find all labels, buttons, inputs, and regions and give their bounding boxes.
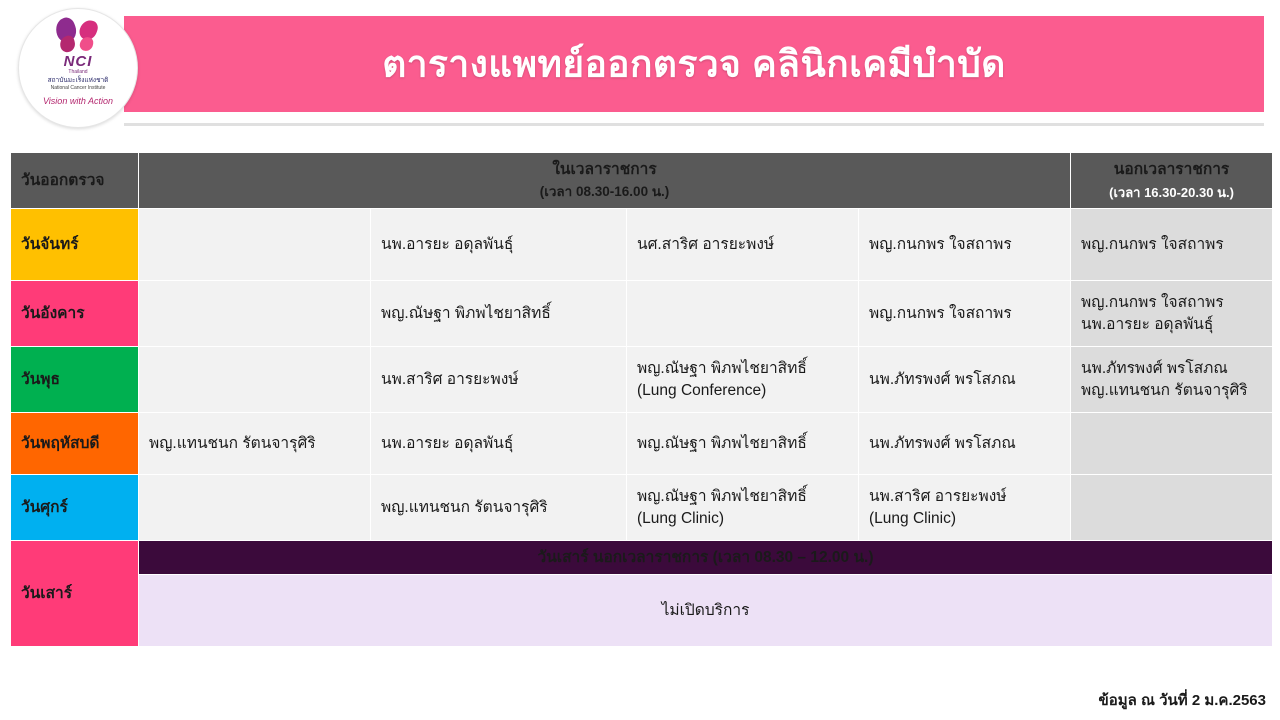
cell-tuesday-col5-line2: นพ.อารยะ อดุลพันธุ์ — [1081, 315, 1214, 333]
header-in-hours — [139, 153, 1071, 209]
logo-english-name: National Cancer Institute — [50, 85, 106, 92]
table-row — [11, 475, 1273, 541]
cell-tuesday-col5-line1: พญ.กนกพร ใจสถาพร — [1081, 294, 1224, 312]
cell-monday-col5 — [1071, 209, 1273, 281]
logo-tagline: Vision with Action — [42, 96, 114, 107]
logo-acronym-sub: Thailand — [68, 69, 88, 75]
cell-wednesday-col1 — [139, 347, 371, 413]
cell-friday-col5 — [1071, 475, 1273, 541]
logo-thai-name: สถาบันมะเร็งแห่งชาติ — [47, 77, 109, 84]
saturday-banner: วันเสาร์ นอกเวลาราชการ (เวลา 08.30 – 12.00 น.) — [139, 541, 1273, 575]
table-row — [11, 347, 1273, 413]
day-label-monday: วันจันทร์ — [11, 209, 139, 281]
cell-thursday-col2: นพ.อารยะ อดุลพันธุ์ — [371, 413, 627, 475]
day-label-wednesday: วันพุธ — [11, 347, 139, 413]
day-label-tuesday: วันอังคาร — [11, 281, 139, 347]
nci-logo — [18, 8, 138, 128]
header-underline — [124, 112, 1264, 126]
table-row — [11, 413, 1273, 475]
cell-monday-col2: นพ.อารยะ อดุลพันธุ์ — [371, 209, 627, 281]
table-row-saturday-banner — [11, 541, 1273, 575]
cell-wednesday-col5-line1: นพ.ภัทรพงศ์ พรโสภณ — [1081, 360, 1228, 378]
cell-monday-col5-line1: พญ.กนกพร ใจสถาพร — [1081, 235, 1224, 253]
header-day: วันออกตรวจ — [11, 153, 139, 209]
cell-thursday-col1: พญ.แทนชนก รัตนจารุศิริ — [139, 413, 371, 475]
header-in-hours-time: (เวลา 08.30-16.00 น.) — [539, 184, 670, 200]
cell-friday-col3-line1: พญ.ณัษฐา พิภพไชยาสิทธิ์ — [637, 488, 807, 506]
table-row-saturday-body — [11, 575, 1273, 647]
cell-thursday-col3: พญ.ณัษฐา พิภพไชยาสิทธิ์ — [627, 413, 859, 475]
cell-tuesday-col5 — [1071, 281, 1273, 347]
day-label-saturday: วันเสาร์ — [11, 541, 139, 647]
cell-wednesday-col5-line2: พญ.แทนชนก รัตนจารุศิริ — [1081, 381, 1248, 399]
header-out-hours-label: นอกเวลาราชการ — [1113, 161, 1230, 179]
cell-friday-col4-line1: นพ.สาริศ อารยะพงษ์ — [869, 488, 1007, 506]
cell-monday-col4: พญ.กนกพร ใจสถาพร — [859, 209, 1071, 281]
table-row — [11, 209, 1273, 281]
table-row — [11, 281, 1273, 347]
cell-friday-col2: พญ.แทนชนก รัตนจารุศิริ — [371, 475, 627, 541]
day-label-friday: วันศุกร์ — [11, 475, 139, 541]
cell-tuesday-col4: พญ.กนกพร ใจสถาพร — [859, 281, 1071, 347]
day-label-thursday: วันพฤหัสบดี — [11, 413, 139, 475]
cell-friday-col3 — [627, 475, 859, 541]
logo-acronym: NCI — [63, 53, 93, 70]
doctor-schedule-table — [10, 152, 1273, 647]
cell-friday-col4-line2: (Lung Clinic) — [869, 509, 957, 527]
page-title: ตารางแพทย์ออกตรวจ คลินิกเคมีบำบัด — [382, 43, 1006, 85]
cell-wednesday-col4: นพ.ภัทรพงศ์ พรโสภณ — [859, 347, 1071, 413]
cell-wednesday-col3-line1: พญ.ณัษฐา พิภพไชยาสิทธิ์ — [637, 360, 807, 378]
header-out-hours-time: (เวลา 16.30-20.30 น.) — [1109, 184, 1234, 200]
cell-thursday-col5 — [1071, 413, 1273, 475]
saturday-status: ไม่เปิดบริการ — [139, 575, 1273, 647]
butterfly-icon — [55, 18, 101, 52]
cell-tuesday-col1 — [139, 281, 371, 347]
cell-wednesday-col3 — [627, 347, 859, 413]
cell-wednesday-col2: นพ.สาริศ อารยะพงษ์ — [371, 347, 627, 413]
header-banner — [124, 16, 1264, 112]
cell-wednesday-col5 — [1071, 347, 1273, 413]
cell-tuesday-col3 — [627, 281, 859, 347]
cell-tuesday-col2: พญ.ณัษฐา พิภพไชยาสิทธิ์ — [371, 281, 627, 347]
cell-friday-col3-line2: (Lung Clinic) — [637, 509, 725, 527]
header-out-hours — [1071, 153, 1273, 209]
data-as-of-note: ข้อมูล ณ วันที่ 2 ม.ค.2563 — [1098, 692, 1266, 709]
header-in-hours-label: ในเวลาราชการ — [552, 161, 657, 178]
cell-monday-col1 — [139, 209, 371, 281]
table-header-row — [11, 153, 1273, 209]
cell-wednesday-col3-line2: (Lung Conference) — [637, 381, 767, 399]
cell-monday-col3: นศ.สาริศ อารยะพงษ์ — [627, 209, 859, 281]
cell-friday-col1 — [139, 475, 371, 541]
cell-thursday-col4: นพ.ภัทรพงศ์ พรโสภณ — [859, 413, 1071, 475]
cell-friday-col4 — [859, 475, 1071, 541]
